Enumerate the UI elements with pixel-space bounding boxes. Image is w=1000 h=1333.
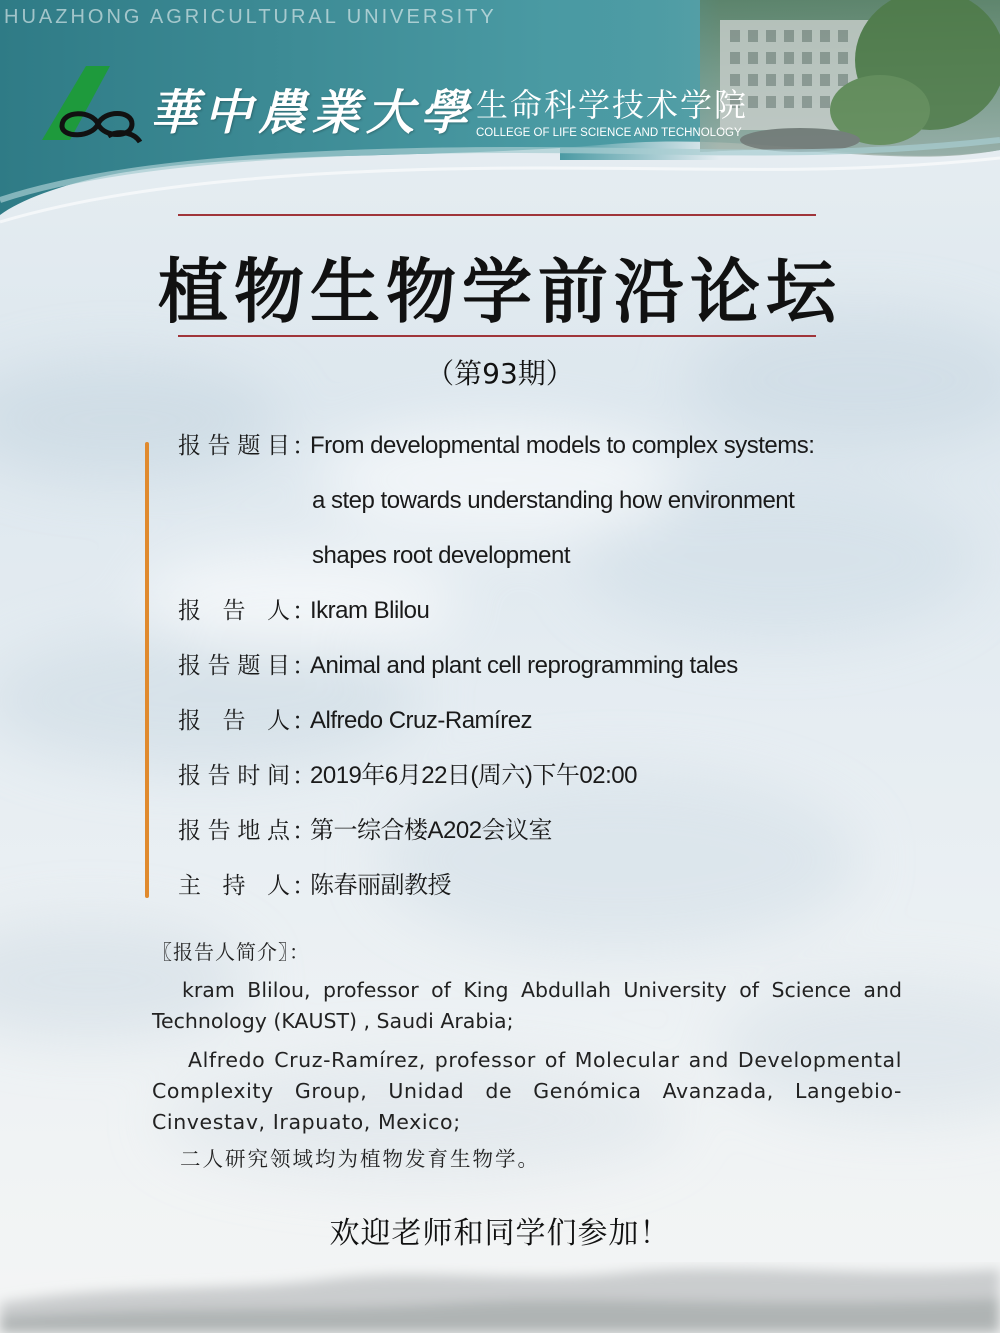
university-english-name: HUAZHONG AGRICULTURAL UNIVERSITY <box>4 6 497 28</box>
title-rule-bottom <box>178 335 816 337</box>
info-value: 陈春丽副教授 <box>310 872 451 899</box>
info-label: 报告题目 <box>178 433 290 459</box>
info-colon: ： <box>292 817 316 845</box>
info-value: shapes root development <box>312 542 571 569</box>
bio-heading: 〖报告人简介〗： <box>152 940 310 964</box>
info-label: 报告时间 <box>178 763 290 789</box>
issue-number: （第93期） <box>426 357 574 390</box>
info-value: a step towards understanding how environment <box>312 487 795 514</box>
info-value: From developmental models to complex systems: <box>310 432 815 459</box>
info-label: 报告地点 <box>178 818 290 844</box>
info-colon: ： <box>292 707 316 735</box>
bio-paragraph-2: Alfredo Cruz-Ramírez, professor of Molecular and Developmental Complexity Group, Unidad de Genómica Avanzada, Langebio-Cinvestav, Irapuato, Mexico; <box>152 1048 902 1134</box>
title-rule-top <box>178 214 816 216</box>
college-english-name: COLLEGE OF LIFE SCIENCE AND TECHNOLOGY <box>476 127 742 139</box>
bio-paragraph-1: kram Blilou, professor of King Abdullah University of Science and Technology (KAUST) , Saudi Arabia; <box>152 978 902 1033</box>
info-colon: ： <box>292 762 316 790</box>
info-value: Alfredo Cruz-Ramírez <box>310 707 533 734</box>
welcome-message: 欢迎老师和同学们参加！ <box>329 1216 671 1251</box>
accent-bar <box>145 442 149 898</box>
info-label: 报告人 <box>178 598 290 624</box>
info-value: Animal and plant cell reprogramming tales <box>310 652 738 679</box>
info-value: 2019年6月22日(周六)下午02:00 <box>310 762 637 789</box>
college-chinese-name: 生命科学技术学院 <box>476 86 749 124</box>
info-colon: ： <box>292 652 316 680</box>
info-colon: ： <box>292 597 316 625</box>
bio-paragraph-3: 二人研究领域均为植物发育生物学。 <box>180 1147 540 1171</box>
info-value: Ikram Blilou <box>310 597 430 624</box>
info-label: 主持人 <box>178 873 290 899</box>
info-label: 报告人 <box>178 708 290 734</box>
university-logo-icon <box>36 62 146 152</box>
info-label: 报告题目 <box>178 653 290 679</box>
info-value: 第一综合楼A202会议室 <box>310 817 553 844</box>
info-colon: ： <box>292 872 316 900</box>
page-title: 植物生物学前沿论坛 <box>158 251 842 333</box>
speaker-bio-section <box>152 936 902 1175</box>
info-colon: ： <box>292 432 316 460</box>
university-chinese-name: 華中農業大學 <box>150 85 475 141</box>
